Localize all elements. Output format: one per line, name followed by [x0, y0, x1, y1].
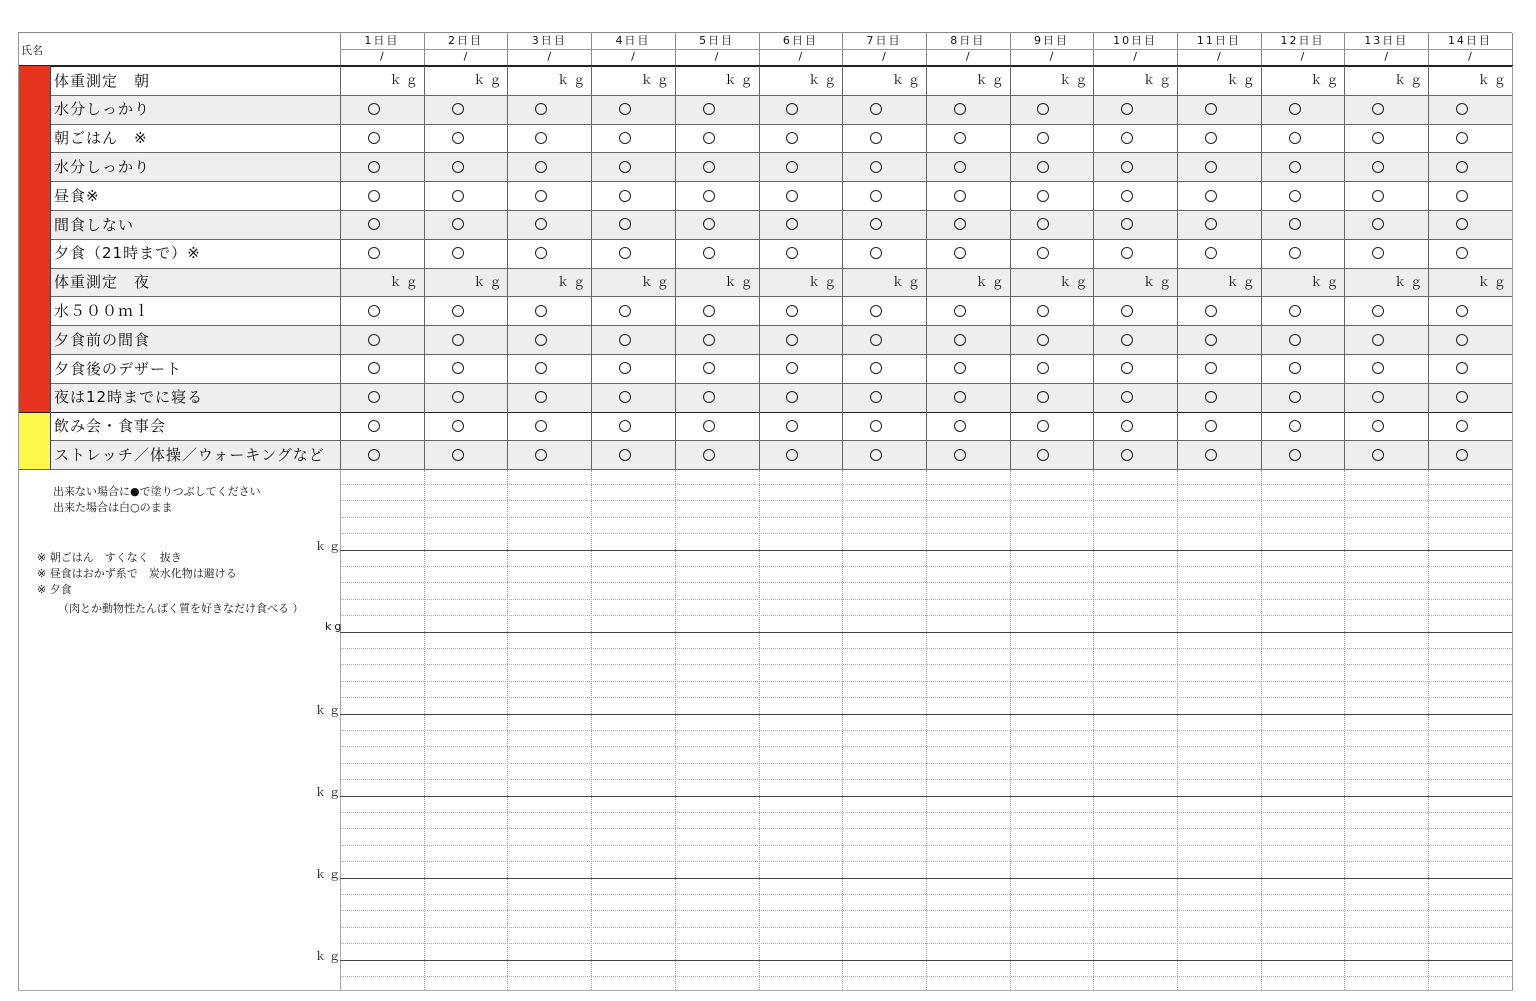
empty-circle-icon[interactable] — [619, 305, 631, 317]
empty-circle-icon[interactable] — [368, 334, 380, 346]
empty-circle-icon[interactable] — [1372, 161, 1384, 173]
empty-circle-icon[interactable] — [954, 247, 966, 259]
kg-input-cell[interactable]: ｋｇ — [1142, 73, 1175, 87]
empty-circle-icon[interactable] — [703, 391, 715, 403]
row-divider — [18, 469, 1513, 470]
col-divider — [1261, 66, 1262, 469]
graph-major-line — [340, 878, 1512, 879]
graph-minor-line — [340, 615, 1512, 616]
empty-circle-icon[interactable] — [368, 305, 380, 317]
footnote-1: ※ 朝ごはん すくなく 抜き — [37, 551, 182, 564]
graph-major-line — [340, 796, 1512, 797]
empty-circle-icon[interactable] — [619, 161, 631, 173]
row-label: 体重測定 朝 — [54, 71, 151, 90]
empty-circle-icon[interactable] — [786, 334, 798, 346]
col-divider — [507, 66, 508, 469]
graph-major-line — [340, 550, 1512, 551]
footnote-4: （肉とか動物性たんぱく質を好きなだけ食べる ） — [58, 602, 304, 615]
empty-circle-icon[interactable] — [619, 420, 631, 432]
date-field-3[interactable]: / — [547, 50, 552, 63]
col-divider — [340, 66, 341, 469]
empty-circle-icon[interactable] — [1205, 391, 1217, 403]
kg-input-cell[interactable]: ｋｇ — [1394, 73, 1427, 87]
date-field-9[interactable]: / — [1049, 50, 1054, 63]
empty-circle-icon[interactable] — [1205, 449, 1217, 461]
sheet-left-border — [18, 33, 19, 991]
empty-circle-icon[interactable] — [1121, 449, 1133, 461]
graph-minor-line — [340, 812, 1512, 813]
empty-circle-icon[interactable] — [954, 391, 966, 403]
kg-input-cell[interactable]: ｋｇ — [1310, 274, 1343, 289]
graph-minor-line — [340, 566, 1512, 567]
empty-circle-icon[interactable] — [452, 362, 464, 374]
empty-circle-icon[interactable] — [703, 103, 715, 115]
graph-minor-line — [340, 582, 1512, 583]
empty-circle-icon[interactable] — [1289, 218, 1301, 230]
empty-circle-icon[interactable] — [1205, 420, 1217, 432]
empty-circle-icon[interactable] — [535, 449, 547, 461]
col-divider — [1093, 66, 1094, 469]
empty-circle-icon[interactable] — [535, 161, 547, 173]
empty-circle-icon[interactable] — [535, 305, 547, 317]
empty-circle-icon[interactable] — [1372, 305, 1384, 317]
row-label: 夕食（21時まで）※ — [54, 244, 201, 263]
header-col-divider — [1512, 33, 1513, 65]
kg-input-cell[interactable]: ｋｇ — [808, 274, 841, 289]
empty-circle-icon[interactable] — [1456, 190, 1468, 202]
empty-circle-icon[interactable] — [954, 334, 966, 346]
empty-circle-icon[interactable] — [1205, 305, 1217, 317]
empty-circle-icon[interactable] — [703, 449, 715, 461]
empty-circle-icon[interactable] — [1289, 362, 1301, 374]
date-field-5[interactable]: / — [714, 50, 719, 63]
kg-input-cell[interactable]: ｋｇ — [975, 73, 1008, 87]
instruction-line-2: 出来た場合は白○のまま — [53, 501, 173, 514]
graph-minor-line — [340, 599, 1512, 600]
yellow-group-bar — [19, 413, 50, 470]
col-divider — [1010, 66, 1011, 469]
empty-circle-icon[interactable] — [954, 132, 966, 144]
graph-minor-line — [340, 484, 1512, 485]
empty-circle-icon[interactable] — [535, 190, 547, 202]
graph-minor-line — [340, 763, 1512, 764]
day-header-5: 5日目 — [699, 34, 735, 47]
empty-circle-icon[interactable] — [452, 132, 464, 144]
date-field-8[interactable]: / — [965, 50, 970, 63]
day-header-2: 2日目 — [448, 34, 484, 47]
row-label: 朝ごはん ※ — [54, 129, 148, 148]
empty-circle-icon[interactable] — [452, 391, 464, 403]
empty-circle-icon[interactable] — [954, 449, 966, 461]
kg-input-cell[interactable]: ｋｇ — [1310, 73, 1343, 87]
empty-circle-icon[interactable] — [452, 305, 464, 317]
graph-minor-line — [340, 910, 1512, 911]
graph-axis-kg-label: ｋｇ — [315, 539, 343, 553]
empty-circle-icon[interactable] — [1372, 334, 1384, 346]
date-field-11[interactable]: / — [1216, 50, 1221, 63]
name-field[interactable] — [50, 36, 338, 62]
date-field-6[interactable]: / — [798, 50, 803, 63]
empty-circle-icon[interactable] — [703, 218, 715, 230]
kg-input-cell[interactable]: ｋｇ — [389, 274, 422, 289]
day-header-12: 12日目 — [1280, 34, 1325, 47]
kg-input-cell[interactable]: ｋｇ — [975, 274, 1008, 289]
empty-circle-icon[interactable] — [452, 449, 464, 461]
empty-circle-icon[interactable] — [1121, 334, 1133, 346]
instruction-line-1: 出来ない場合に●で塗りつぶしてください — [53, 485, 261, 498]
date-field-14[interactable]: / — [1468, 50, 1472, 63]
kg-input-cell[interactable]: ｋｇ — [557, 73, 590, 87]
empty-circle-icon[interactable] — [1121, 190, 1133, 202]
empty-circle-icon[interactable] — [1037, 190, 1049, 202]
day-header-10: 10日目 — [1113, 34, 1158, 47]
empty-circle-icon[interactable] — [1456, 449, 1468, 461]
graph-minor-line — [340, 681, 1512, 682]
kg-input-cell[interactable]: ｋｇ — [891, 274, 924, 289]
graph-minor-line — [340, 779, 1512, 780]
empty-circle-icon[interactable] — [1456, 132, 1468, 144]
empty-circle-icon[interactable] — [703, 420, 715, 432]
col-divider — [1177, 66, 1178, 469]
empty-circle-icon[interactable] — [703, 190, 715, 202]
row-label: 昼食※ — [54, 186, 100, 205]
col-divider — [759, 66, 760, 469]
date-field-12[interactable]: / — [1300, 50, 1305, 63]
empty-circle-icon[interactable] — [1289, 190, 1301, 202]
empty-circle-icon[interactable] — [1289, 391, 1301, 403]
date-field-2[interactable]: / — [463, 50, 468, 63]
kg-input-cell[interactable]: ｋｇ — [1394, 274, 1427, 289]
kg-input-cell[interactable]: ｋｇ — [473, 73, 506, 87]
col-divider — [842, 66, 843, 469]
row-label: 水分しっかり — [54, 157, 151, 176]
graph-minor-line — [340, 664, 1512, 665]
empty-circle-icon[interactable] — [870, 334, 882, 346]
graph-minor-line — [340, 746, 1512, 747]
day-header-9: 9日目 — [1033, 34, 1069, 47]
empty-circle-icon[interactable] — [703, 362, 715, 374]
empty-circle-icon[interactable] — [368, 449, 380, 461]
footnote-3: ※ 夕食 — [37, 583, 72, 596]
empty-circle-icon[interactable] — [1372, 190, 1384, 202]
kg-input-cell[interactable]: ｋｇ — [389, 73, 422, 87]
empty-circle-icon[interactable] — [1289, 247, 1301, 259]
red-group-bar — [19, 66, 50, 412]
date-field-4[interactable]: / — [631, 50, 635, 63]
empty-circle-icon[interactable] — [1289, 305, 1301, 317]
graph-minor-line — [340, 533, 1512, 534]
date-field-7[interactable]: / — [882, 50, 886, 63]
empty-circle-icon[interactable] — [870, 305, 882, 317]
col-divider — [1344, 66, 1345, 469]
kg-input-cell[interactable]: ｋｇ — [640, 274, 673, 289]
graph-axis-kg-label: ｋｇ — [315, 785, 343, 799]
empty-circle-icon[interactable] — [1205, 190, 1217, 202]
graph-axis-kg-label: ｋｇ — [315, 703, 343, 717]
kg-input-cell[interactable]: ｋｇ — [1059, 274, 1092, 289]
empty-circle-icon[interactable] — [870, 420, 882, 432]
empty-circle-icon[interactable] — [1289, 103, 1301, 115]
empty-circle-icon[interactable] — [535, 334, 547, 346]
empty-circle-icon[interactable] — [1205, 132, 1217, 144]
day-header-13: 13日目 — [1364, 34, 1409, 47]
empty-circle-icon[interactable] — [954, 161, 966, 173]
kg-input-cell[interactable]: ｋｇ — [1226, 73, 1259, 87]
empty-circle-icon[interactable] — [870, 132, 882, 144]
day-header-6: 6日目 — [782, 34, 818, 47]
kg-input-cell[interactable]: ｋｇ — [724, 73, 757, 87]
empty-circle-icon[interactable] — [368, 103, 380, 115]
empty-circle-icon[interactable] — [619, 449, 631, 461]
graph-axis-kg-label: kg — [325, 619, 345, 633]
row-label: 間食しない — [54, 215, 135, 234]
kg-input-cell[interactable]: ｋｇ — [1226, 274, 1259, 289]
empty-circle-icon[interactable] — [1456, 334, 1468, 346]
kg-input-cell[interactable]: ｋｇ — [1477, 73, 1510, 87]
empty-circle-icon[interactable] — [703, 305, 715, 317]
date-field-13[interactable]: / — [1384, 50, 1389, 63]
empty-circle-icon[interactable] — [703, 334, 715, 346]
empty-circle-icon[interactable] — [1205, 247, 1217, 259]
empty-circle-icon[interactable] — [452, 190, 464, 202]
graph-minor-line — [340, 648, 1512, 649]
empty-circle-icon[interactable] — [1289, 449, 1301, 461]
empty-circle-icon[interactable] — [1205, 161, 1217, 173]
empty-circle-icon[interactable] — [452, 103, 464, 115]
graph-axis-kg-label: ｋｇ — [315, 867, 343, 881]
col-divider — [926, 66, 927, 469]
empty-circle-icon[interactable] — [954, 190, 966, 202]
empty-circle-icon[interactable] — [368, 132, 380, 144]
graph-minor-line — [340, 927, 1512, 928]
graph-minor-line — [340, 845, 1512, 846]
col-divider — [1428, 66, 1429, 469]
empty-circle-icon[interactable] — [368, 391, 380, 403]
empty-circle-icon[interactable] — [1289, 161, 1301, 173]
empty-circle-icon[interactable] — [1289, 132, 1301, 144]
empty-circle-icon[interactable] — [703, 132, 715, 144]
row-label: ストレッチ／体操／ウォーキングなど — [54, 445, 325, 464]
graph-minor-line — [340, 894, 1512, 895]
kg-input-cell[interactable]: ｋｇ — [473, 274, 506, 289]
footnote-2: ※ 昼食はおかず系で 炭水化物は避ける — [37, 567, 237, 580]
empty-circle-icon[interactable] — [870, 449, 882, 461]
empty-circle-icon[interactable] — [619, 334, 631, 346]
empty-circle-icon[interactable] — [1372, 449, 1384, 461]
day-header-8: 8日目 — [950, 34, 986, 47]
empty-circle-icon[interactable] — [786, 190, 798, 202]
graph-minor-line — [340, 976, 1512, 977]
empty-circle-icon[interactable] — [703, 247, 715, 259]
empty-circle-icon[interactable] — [1289, 420, 1301, 432]
empty-circle-icon[interactable] — [452, 161, 464, 173]
empty-circle-icon[interactable] — [954, 420, 966, 432]
day-header-14: 14日目 — [1447, 34, 1492, 47]
day-header-4: 4日目 — [615, 34, 651, 47]
kg-input-cell[interactable]: ｋｇ — [891, 73, 924, 87]
empty-circle-icon[interactable] — [954, 305, 966, 317]
row-label: 夕食前の間食 — [54, 330, 151, 349]
day-header-11: 11日目 — [1196, 34, 1241, 47]
date-field-10[interactable]: / — [1133, 50, 1137, 63]
day-header-3: 3日目 — [531, 34, 567, 47]
col-divider — [675, 66, 676, 469]
empty-circle-icon[interactable] — [1121, 161, 1133, 173]
col-divider — [424, 66, 425, 469]
row-label: 水分しっかり — [54, 100, 151, 119]
label-col-left-border — [50, 66, 51, 469]
graph-minor-line — [340, 500, 1512, 501]
kg-input-cell[interactable]: ｋｇ — [640, 73, 673, 87]
kg-input-cell[interactable]: ｋｇ — [808, 73, 841, 87]
empty-circle-icon[interactable] — [1121, 305, 1133, 317]
empty-circle-icon[interactable] — [368, 161, 380, 173]
kg-input-cell[interactable]: ｋｇ — [557, 274, 590, 289]
graph-axis-kg-label: ｋｇ — [315, 949, 343, 963]
empty-circle-icon[interactable] — [452, 334, 464, 346]
graph-minor-line — [340, 943, 1512, 944]
sheet-right-border — [1512, 66, 1513, 990]
empty-circle-icon[interactable] — [1456, 420, 1468, 432]
sheet-bottom-border — [18, 990, 1513, 991]
day-header-1: 1日目 — [364, 34, 400, 47]
graph-minor-line — [340, 730, 1512, 731]
empty-circle-icon[interactable] — [1205, 334, 1217, 346]
row-label: 飲み会・食事会 — [54, 417, 167, 436]
row-label: 夜は12時までに寝る — [54, 388, 204, 407]
graph-minor-line — [340, 697, 1512, 698]
kg-input-cell[interactable]: ｋｇ — [1477, 274, 1510, 289]
graph-minor-line — [340, 861, 1512, 862]
empty-circle-icon[interactable] — [368, 190, 380, 202]
row-label: 体重測定 夜 — [54, 273, 151, 292]
kg-input-cell[interactable]: ｋｇ — [1142, 274, 1175, 289]
row-label: 夕食後のデザート — [54, 359, 183, 378]
name-label: 氏名 — [21, 44, 43, 57]
empty-circle-icon[interactable] — [619, 190, 631, 202]
empty-circle-icon[interactable] — [1456, 161, 1468, 173]
day-header-7: 7日目 — [866, 34, 902, 47]
date-field-1[interactable]: / — [379, 50, 384, 63]
empty-circle-icon[interactable] — [870, 161, 882, 173]
empty-circle-icon[interactable] — [1289, 334, 1301, 346]
empty-circle-icon[interactable] — [452, 247, 464, 259]
empty-circle-icon[interactable] — [368, 247, 380, 259]
empty-circle-icon[interactable] — [1205, 103, 1217, 115]
empty-circle-icon[interactable] — [619, 132, 631, 144]
empty-circle-icon[interactable] — [368, 420, 380, 432]
graph-minor-line — [340, 828, 1512, 829]
graph-minor-line — [340, 517, 1512, 518]
empty-circle-icon[interactable] — [954, 103, 966, 115]
empty-circle-icon[interactable] — [703, 161, 715, 173]
empty-circle-icon[interactable] — [1456, 305, 1468, 317]
row-label: 水５００ｍｌ — [54, 301, 151, 320]
empty-circle-icon[interactable] — [452, 420, 464, 432]
empty-circle-icon[interactable] — [1037, 334, 1049, 346]
graph-major-line — [340, 960, 1512, 961]
empty-circle-icon[interactable] — [870, 190, 882, 202]
graph-major-line — [340, 632, 1512, 633]
kg-input-cell[interactable]: ｋｇ — [1059, 73, 1092, 87]
col-divider — [591, 66, 592, 469]
kg-input-cell[interactable]: ｋｇ — [724, 274, 757, 289]
graph-major-line — [340, 714, 1512, 715]
empty-circle-icon[interactable] — [452, 218, 464, 230]
